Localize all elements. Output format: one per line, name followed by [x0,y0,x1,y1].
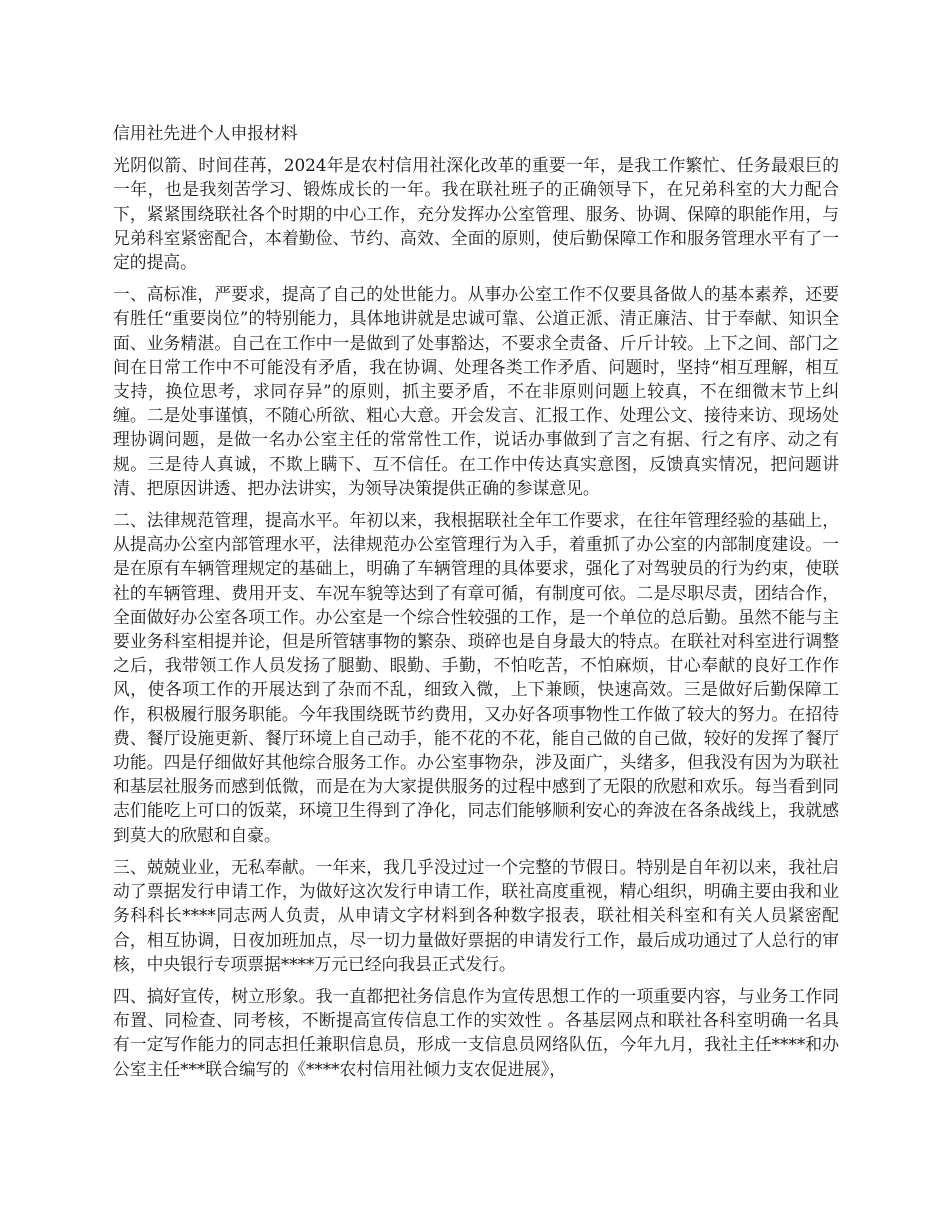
document-body [113,121,839,1089]
paragraph-section-2: 二、法律规范管理，提高水平。年初以来，我根据联社全年工作要求，在往年管理经验的基础上，从提高办公室内部管理水平，法律规范办公室管理行为入手，着重抓了办公室的内部制度建设。一是在原有车辆管理规定的基础上，明确了车辆管理的具体要求，强化了对驾驶员的行为约束，使联社的车辆管理、费用开支、车况车貌等达到了有章可循，有制度可依。二是尽职尽责，团结合作，全面做好办公室各项工作。办公室是一个综合性较强的工作，是一个单位的总后勤。虽然不能与主要业务科室相提并论，但是所管辖事物的繁杂、琐碎也是自身最大的特点。在联社对科室进行调整之后，我带领工作人员发扬了腿勤、眼勤、手勤，不怕吃苦，不怕麻烦，甘心奉献的良好工作作风，使各项工作的开展达到了杂而不乱，细致入微，上下兼顾，快速高效。三是做好后勤保障工作，积极履行服务职能。今年我围绕既节约费用，又办好各项事物性工作做了较大的努力。在招待费、餐厅设施更新、餐厅环境上自己动手，能不花的不花，能自己做的自己做，较好的发挥了餐厅功能。四是仔细做好其他综合服务工作。办公室事物杂，涉及面广，头绪多，但我没有因为为联社和基层社服务而感到低微，而是在为大家提供服务的过程中感到了无限的欣慰和欢乐。每当看到同志们能吃上可口的饭菜，环境卫生得到了净化，同志们能够顺利安心的奔波在各条战线上，我就感到莫大的欣慰和自豪。 [113,510,839,845]
paragraph-section-4: 四、搞好宣传，树立形象。我一直都把社务信息作为宣传思想工作的一项重要内容，与业务工作同布置、同检查、同考核，不断提高宣传信息工作的实效性 。各基层网点和联社各科室明确一名具有一定写作能力的同志担任兼职信息员，形成一支信息员网络队伍，今年九月，我社主任****和办公室主任***联合编写的《****农村信用社倾力支农促进展》， [113,985,839,1079]
paragraph-section-1: 一、高标准，严要求，提高了自己的处世能力。从事办公室工作不仅要具备做人的基本素养，还要有胜任“重要岗位”的特别能力，具体地讲就是忠诚可靠、公道正派、清正廉洁、甘于奉献、知识全面、业务精湛。自己在工作中一是做到了处事豁达，不要求全责备、斤斤计较。上下之间、部门之间在日常工作中不可能没有矛盾，我在协调、处理各类工作矛盾、问题时，坚持“相互理解，相互支持，换位思考，求同存异”的原则，抓主要矛盾，不在非原则问题上较真，不在细微末节上纠缠。二是处事谨慎，不随心所欲、粗心大意。开会发言、汇报工作、处理公文、接待来访、现场处理协调问题，是做一名办公室主任的常常性工作，说话办事做到了言之有据、行之有序、动之有规。三是待人真诚，不欺上瞒下、互不信任。在工作中传达真实意图，反馈真实情况，把问题讲清、把原因讲透、把办法讲实，为领导决策提供正确的参谋意见。 [113,284,839,498]
document-title: 信用社先进个人申报材料 [113,123,298,143]
paragraph-section-3: 三、兢兢业业，无私奉献。一年来，我几乎没过过一个完整的节假日。特别是自年初以来，我社启动了票据发行申请工作，为做好这次发行申请工作，联社高度重视，精心组织，明确主要由我和业务科科长****同志两人负责，从申请文字材料到各种数字报表，联社相关科室和有关人员紧密配合，相互协调，日夜加班加点，尽一切力量做好票据的申请发行工作，最后成功通过了人总行的审核，中央银行专项票据****万元已经向我县正式发行。 [113,856,839,974]
paragraph-intro: 光阴似箭、时间荏苒，2024年是农村信用社深化改革的重要一年，是我工作繁忙、任务最艰巨的一年，也是我刻苦学习、锻炼成长的一年。我在联社班子的正确领导下，在兄弟科室的大力配合下，紧紧围绕联社各个时期的中心工作，充分发挥办公室管理、服务、协调、保障的职能作用，与兄弟科室紧密配合，本着勤俭、节约、高效、全面的原则，使后勤保障工作和服务管理水平有了一定的提高。 [113,155,839,273]
